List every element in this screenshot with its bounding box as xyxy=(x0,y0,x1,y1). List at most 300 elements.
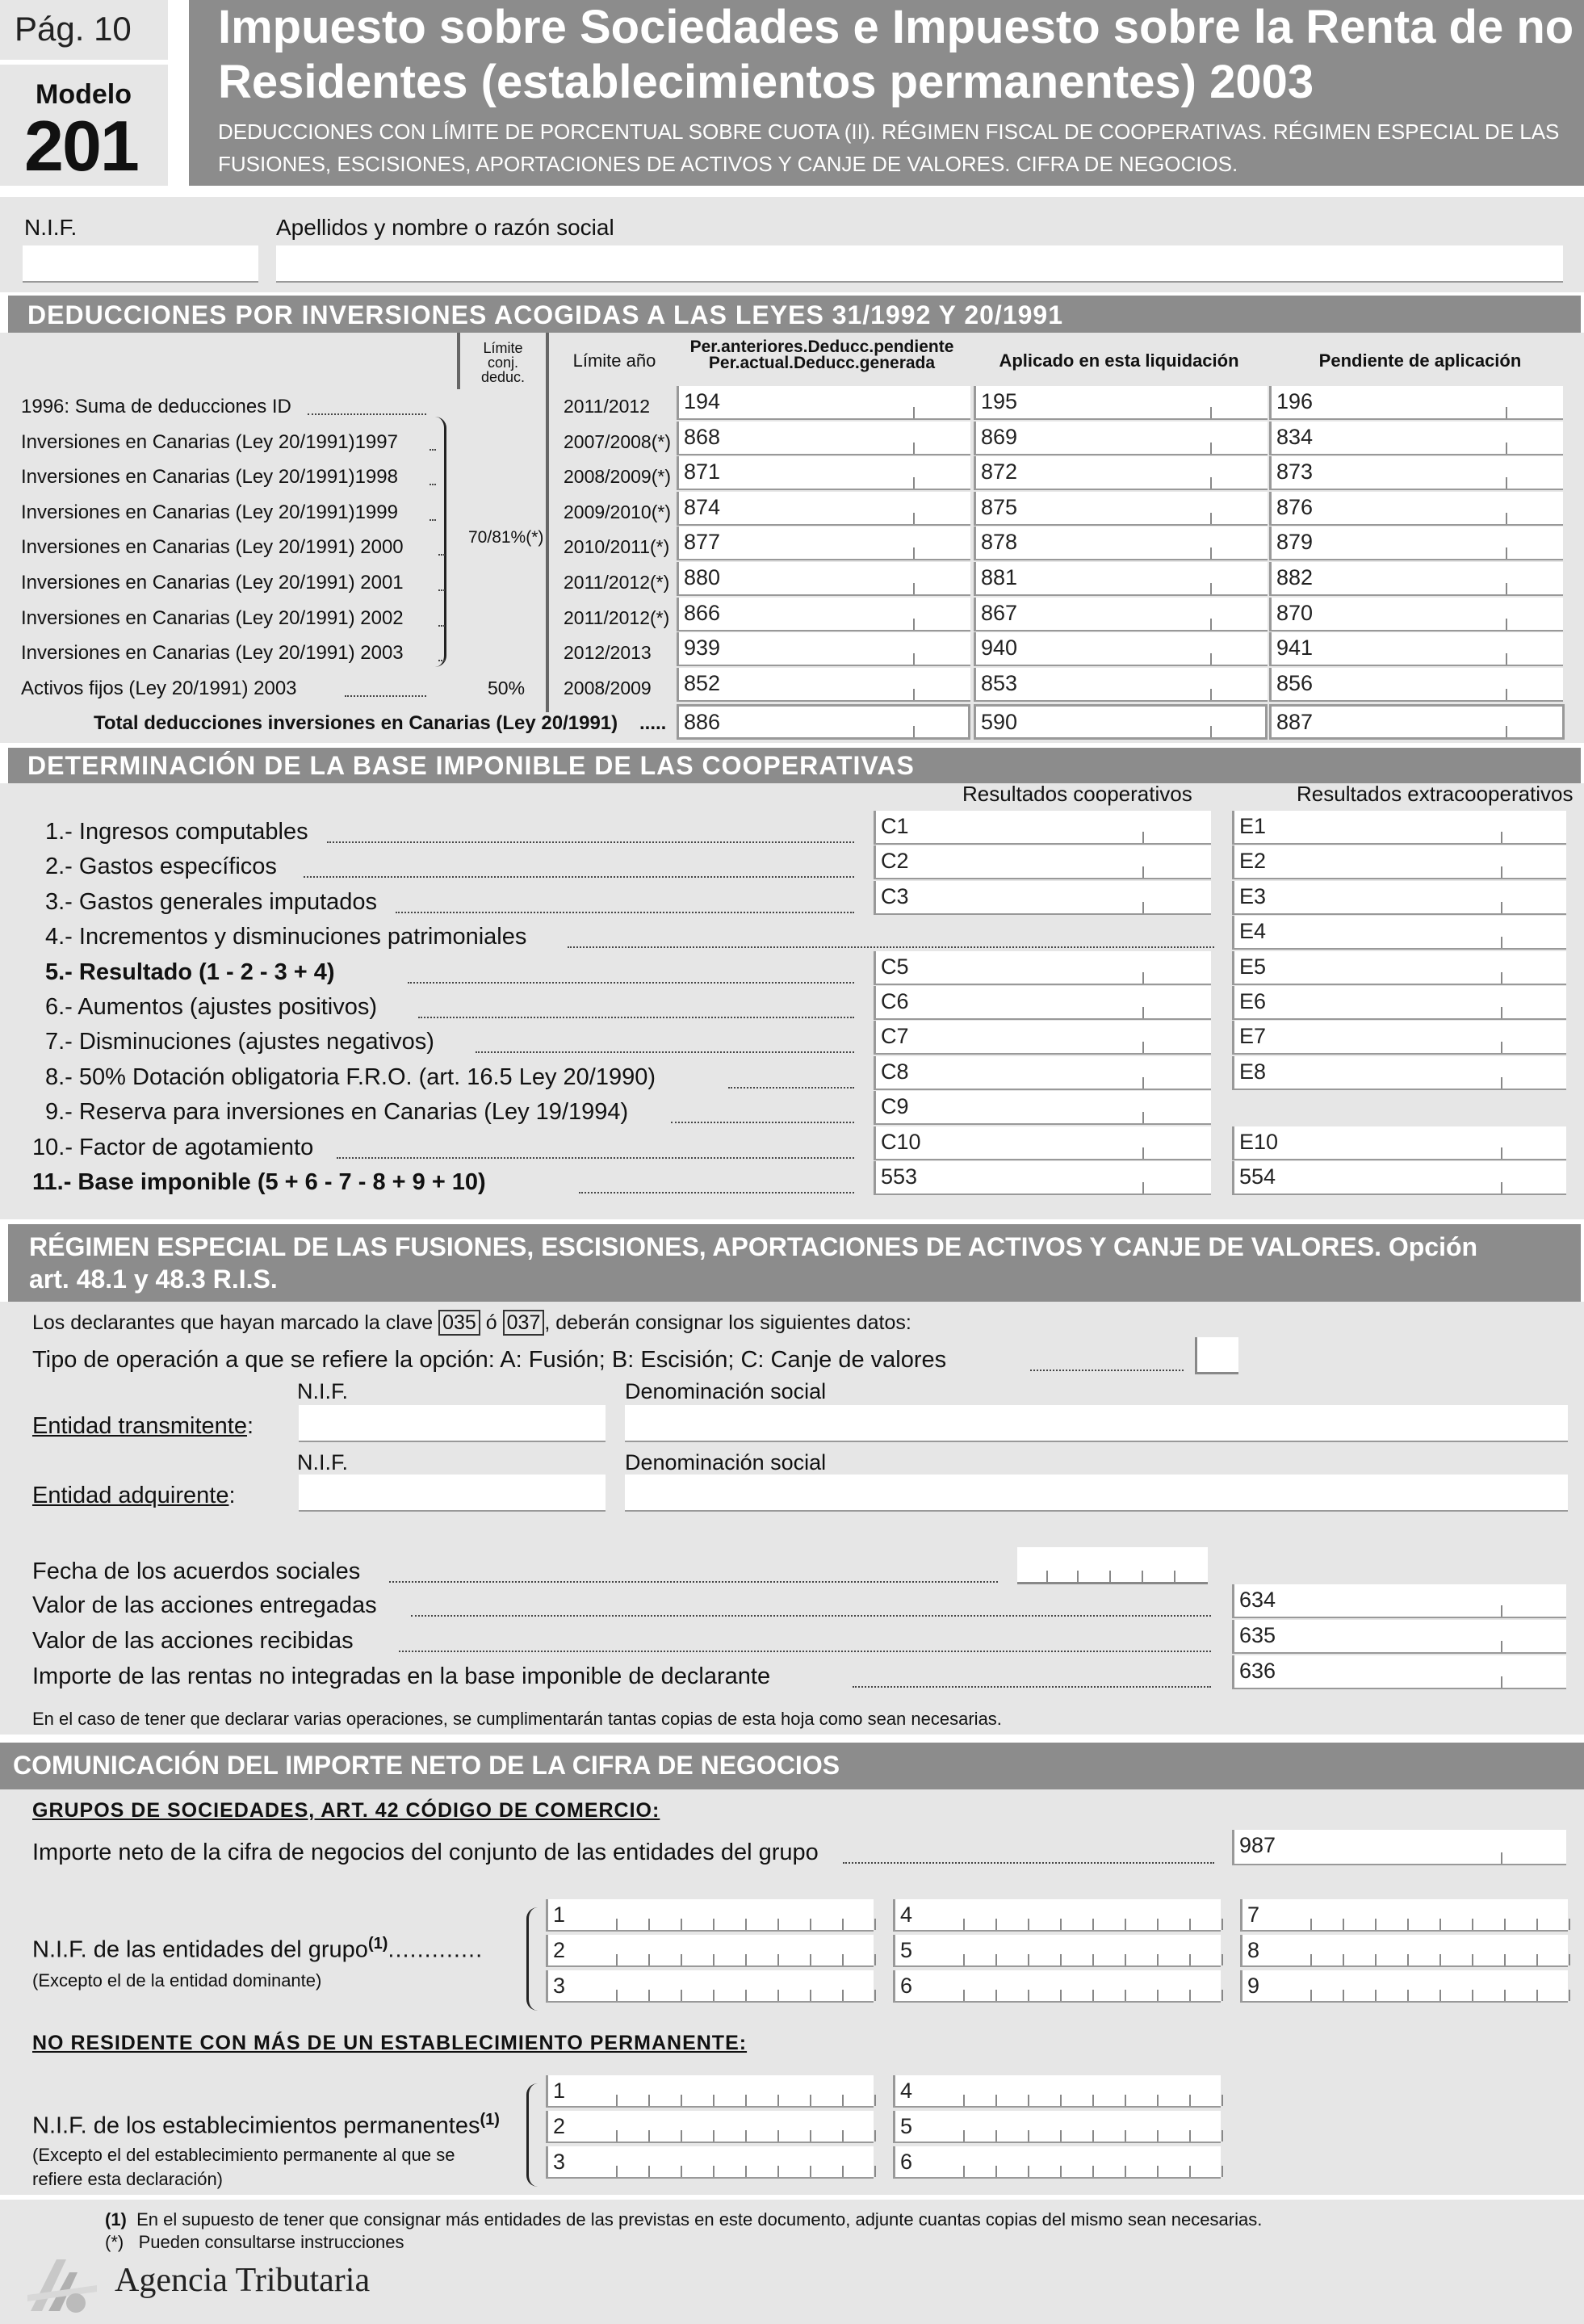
cooperativa-label: 10.- Factor de agotamiento xyxy=(32,1135,314,1160)
deducciones-title: DEDUCCIONES POR INVERSIONES ACOGIDAS A LAS LEYES 31/1992 Y 20/1991 xyxy=(27,300,1063,329)
deduccion-dots xyxy=(438,625,445,627)
cooperativa-dots xyxy=(408,982,854,984)
field-tick xyxy=(681,2130,682,2142)
importe-neto-label: Importe neto de la cifra de negocios del conjunto de las entidades del grupo xyxy=(32,1839,819,1865)
cooperativo-field[interactable] xyxy=(874,1021,1211,1055)
tipo-operacion-dots xyxy=(1030,1370,1184,1371)
field-tick xyxy=(1028,2166,1029,2177)
field-tick xyxy=(1343,1919,1344,1930)
fusion-value-field[interactable] xyxy=(1232,1655,1566,1689)
transmitente-nif-label: N.I.F. xyxy=(297,1379,349,1403)
field-tick xyxy=(995,1954,997,1965)
extracooperativo-field[interactable] xyxy=(1232,1126,1566,1160)
cooperativo-field-code: C9 xyxy=(881,1094,909,1118)
deduccion-aplicado-field-code: 881 xyxy=(981,565,1018,589)
deduccion-pendiente-field-code: 852 xyxy=(684,671,721,695)
intro-text-c: , deberán consignar los siguientes datos: xyxy=(544,1311,911,1334)
nif-entidad-field[interactable] xyxy=(893,1935,1221,1967)
field-tick xyxy=(1222,2166,1223,2177)
cooperativo-field-code: C2 xyxy=(881,849,909,873)
importe-dots xyxy=(843,1862,1214,1864)
field-tick xyxy=(1092,1919,1094,1930)
intro-code-035: 035 xyxy=(438,1310,480,1336)
deduccion-label: Inversiones en Canarias (Ley 20/1991) 2002 xyxy=(21,607,404,629)
field-tick xyxy=(1504,1919,1506,1930)
cooperativa-label: 7.- Disminuciones (ajustes negativos) xyxy=(45,1029,434,1055)
fusiones-title-line1: RÉGIMEN ESPECIAL DE LAS FUSIONES, ESCISIONES, APORTACIONES DE ACTIVOS Y CANJE DE VALORES. Opción xyxy=(29,1232,1478,1261)
field-tick xyxy=(963,1919,965,1930)
deduccion-aplicado-field[interactable] xyxy=(974,562,1268,596)
entidad-adquirente-label: Entidad adquirente: xyxy=(32,1483,236,1508)
field-tick xyxy=(713,2130,714,2142)
field-tick xyxy=(1189,2130,1191,2142)
field-tick xyxy=(1092,2166,1094,2177)
field-tick xyxy=(1472,1990,1473,2001)
field-tick xyxy=(1504,1990,1506,2001)
extracooperativo-field-code: E4 xyxy=(1239,919,1267,943)
field-tick xyxy=(1210,443,1212,454)
cooperativa-dots xyxy=(579,1192,854,1193)
footer-note1: (1) En el supuesto de tener que consignar más entidades de las previstas en este documento, adjunte cuantas copias del mismo sean necesarias. xyxy=(105,2209,1263,2230)
nif-entidad-field[interactable] xyxy=(546,2111,874,2143)
field-tick xyxy=(963,1990,965,2001)
fusion-value-label: Importe de las rentas no integradas en la base imponible de declarante xyxy=(32,1663,771,1689)
field-tick xyxy=(1506,407,1507,418)
field-tick xyxy=(745,2166,747,2177)
field-tick xyxy=(745,2130,747,2142)
deduccion-pendiente-field[interactable] xyxy=(677,386,970,420)
name-field[interactable] xyxy=(276,245,1563,283)
deduccion-aplicado-field[interactable] xyxy=(974,668,1268,702)
nif-entidad-field-code: 2 xyxy=(553,1938,566,1962)
fusion-value-field[interactable] xyxy=(1232,1620,1566,1654)
deduccion-pendiente-field-code: 877 xyxy=(684,530,721,554)
col-limite-ano: Límite año xyxy=(572,350,656,371)
field-tick xyxy=(777,1954,779,1965)
nif-entidad-field[interactable] xyxy=(546,1899,874,1932)
field-tick xyxy=(1501,832,1502,843)
est-bracket xyxy=(526,2083,538,2187)
cooperativa-dots xyxy=(568,946,1214,948)
field-tick xyxy=(1501,1605,1502,1617)
cooperativo-field[interactable] xyxy=(874,811,1211,845)
field-tick xyxy=(713,2166,714,2177)
field-tick xyxy=(913,443,915,454)
nif-entidad-field[interactable] xyxy=(546,1935,874,1967)
field-tick xyxy=(1210,583,1212,594)
nif-entidad-field-code: 3 xyxy=(553,1974,566,1998)
deduccion-pendiente-aplicacion-field[interactable] xyxy=(1269,632,1563,666)
fusiones-title-line2: art. 48.1 y 48.3 R.I.S. xyxy=(29,1265,278,1294)
deduccion-dots xyxy=(438,554,445,556)
field-tick xyxy=(1142,902,1144,913)
fusiones-intro xyxy=(32,1311,911,1335)
field-tick xyxy=(1210,653,1212,665)
fusiones-note: En el caso de tener que declarar varias operaciones, se cumplimentarán tantas copias de esta hoja como sean necesarias. xyxy=(32,1709,1002,1729)
field-tick xyxy=(1028,1919,1029,1930)
field-tick xyxy=(1439,1954,1441,1965)
total-label: Total deducciones inversiones en Canarias (Ley 20/1991) xyxy=(94,712,618,734)
deduccion-aplicado-field[interactable] xyxy=(974,492,1268,526)
cooperativa-label: 8.- 50% Dotación obligatoria F.R.O. (art. 16.5 Ley 20/1990) xyxy=(45,1064,656,1090)
field-tick xyxy=(1142,1042,1144,1053)
deduccion-label: Inversiones en Canarias (Ley 20/1991) 2000 xyxy=(21,536,404,558)
nif-entidad-field[interactable] xyxy=(893,1899,1221,1932)
deduccion-pendiente-field-code: 194 xyxy=(684,389,721,413)
deduccion-pendiente-field[interactable] xyxy=(677,492,970,526)
deduccion-limit: 50% xyxy=(488,677,526,698)
total-field-2-code: 590 xyxy=(981,710,1018,734)
field-tick xyxy=(1092,1990,1094,2001)
importe-neto-field[interactable] xyxy=(1232,1830,1566,1865)
field-tick xyxy=(777,1990,779,2001)
deduccion-year: 2008/2009 xyxy=(564,677,652,698)
transmitente-denominacion-field[interactable] xyxy=(625,1405,1568,1442)
field-tick xyxy=(1506,619,1507,630)
fecha-acuerdos-field[interactable] xyxy=(1017,1547,1208,1584)
extracooperativo-field[interactable] xyxy=(1232,811,1566,845)
nif-field[interactable] xyxy=(23,245,258,283)
deduccion-year: 2009/2010(*) xyxy=(564,501,671,522)
deduccion-pendiente-aplicacion-field[interactable] xyxy=(1269,422,1563,455)
extracooperativo-field[interactable] xyxy=(1232,986,1566,1020)
field-tick xyxy=(1210,689,1212,700)
field-tick xyxy=(913,477,915,489)
field-tick xyxy=(616,2166,618,2177)
deduccion-pendiente-aplicacion-field-code: 882 xyxy=(1276,565,1314,589)
extracooperativo-field-code: E7 xyxy=(1239,1024,1267,1048)
intro-text-a: Los declarantes que hayan marcado la clave xyxy=(32,1311,434,1334)
field-tick xyxy=(616,1990,618,2001)
deduccion-aplicado-field[interactable] xyxy=(974,386,1268,420)
name-label: Apellidos y nombre o razón social xyxy=(276,215,614,240)
adquirente-nif-field[interactable] xyxy=(299,1475,606,1512)
extracooperativo-field[interactable] xyxy=(1232,881,1566,915)
deduccion-aplicado-field[interactable] xyxy=(974,632,1268,666)
field-tick xyxy=(1506,443,1507,454)
field-tick xyxy=(616,2095,618,2106)
deduccion-dots xyxy=(430,449,436,451)
deduccion-pendiente-field[interactable] xyxy=(677,422,970,455)
transmitente-nif-field[interactable] xyxy=(299,1405,606,1442)
cooperativo-field[interactable] xyxy=(874,845,1211,879)
cifra-negocios-header xyxy=(0,1743,1584,1789)
field-tick xyxy=(1501,1147,1502,1159)
field-tick xyxy=(913,583,915,594)
nif-entidad-field[interactable] xyxy=(546,2075,874,2108)
extracooperativo-field[interactable] xyxy=(1232,1021,1566,1055)
modelo-number: 201 xyxy=(24,106,138,186)
deduccion-aplicado-field[interactable] xyxy=(974,456,1268,490)
nif-entidad-field-code: 6 xyxy=(900,2150,913,2174)
cooperativo-field[interactable] xyxy=(874,881,1211,915)
field-tick xyxy=(1210,407,1212,418)
extracooperativo-field-code: E1 xyxy=(1239,814,1267,838)
field-tick xyxy=(1536,1919,1538,1930)
field-tick xyxy=(874,2095,876,2106)
deduccion-pendiente-aplicacion-field[interactable] xyxy=(1269,492,1563,526)
deduccion-label: Inversiones en Canarias (Ley 20/1991)1997 xyxy=(21,431,398,453)
deduccion-label: Inversiones en Canarias (Ley 20/1991) 2001 xyxy=(21,572,404,594)
nif-entidad-field[interactable] xyxy=(893,2111,1221,2143)
deduccion-pendiente-aplicacion-field[interactable] xyxy=(1269,562,1563,596)
field-tick xyxy=(810,1954,811,1965)
col-aplicado: Aplicado en esta liquidación xyxy=(999,350,1239,371)
field-tick xyxy=(648,2166,650,2177)
field-tick xyxy=(1536,1990,1538,2001)
deduccion-pendiente-field-code: 939 xyxy=(684,636,721,660)
nif-entidad-field-code: 8 xyxy=(1247,1938,1260,1962)
extracooperativo-field-code: E8 xyxy=(1239,1059,1267,1084)
deduccion-pendiente-aplicacion-field-code: 876 xyxy=(1276,495,1314,519)
deduccion-label: Inversiones en Canarias (Ley 20/1991)1998 xyxy=(21,466,398,488)
deduccion-pendiente-aplicacion-field[interactable] xyxy=(1269,526,1563,560)
field-tick xyxy=(842,1990,844,2001)
field-tick xyxy=(648,2095,650,2106)
field-tick xyxy=(1375,1954,1377,1965)
footer-note2: (*) Pueden consultarse instrucciones xyxy=(105,2232,404,2252)
deduccion-aplicado-field[interactable] xyxy=(974,598,1268,631)
adquirente-denominacion-field[interactable] xyxy=(625,1475,1568,1512)
field-tick xyxy=(1060,1919,1062,1930)
field-tick xyxy=(1310,1919,1312,1930)
cooperativo-field[interactable] xyxy=(874,951,1211,985)
field-tick xyxy=(1060,1990,1062,2001)
field-tick xyxy=(777,2130,779,2142)
field-tick xyxy=(1310,1990,1312,2001)
deduccion-dots xyxy=(438,589,445,591)
cooperativa-label: 5.- Resultado (1 - 2 - 3 + 4) xyxy=(45,959,335,985)
field-tick xyxy=(1501,937,1502,948)
field-tick xyxy=(777,2166,779,2177)
field-tick xyxy=(1210,513,1212,524)
nif-entidad-field-code: 4 xyxy=(900,1902,913,1927)
field-tick xyxy=(745,1990,747,2001)
field-tick xyxy=(1439,1919,1441,1930)
field-tick xyxy=(842,2166,844,2177)
deduccion-pendiente-aplicacion-field-code: 856 xyxy=(1276,671,1314,695)
field-tick xyxy=(1210,477,1212,489)
field-tick xyxy=(1142,1147,1144,1159)
agency-name: Agencia Tributaria xyxy=(115,2262,371,2299)
nif-entidad-field[interactable] xyxy=(1240,1935,1568,1967)
modelo-box xyxy=(0,65,168,186)
nif-entidad-field[interactable] xyxy=(1240,1899,1568,1932)
nif-grupo-note: (Excepto el de la entidad dominante) xyxy=(32,1970,322,1991)
nif-entidad-field-code: 7 xyxy=(1247,1902,1260,1927)
field-tick xyxy=(1189,1990,1191,2001)
fusion-value-field-code: 634 xyxy=(1239,1588,1276,1612)
cooperativa-label: 6.- Aumentos (ajustes positivos) xyxy=(45,994,378,1020)
title-block xyxy=(189,0,1584,186)
field-tick xyxy=(1222,2095,1223,2106)
field-tick xyxy=(842,2095,844,2106)
deduccion-label: Inversiones en Canarias (Ley 20/1991)1999 xyxy=(21,501,398,523)
cooperativo-field[interactable] xyxy=(874,1056,1211,1090)
field-tick xyxy=(874,2166,876,2177)
field-tick xyxy=(1060,2095,1062,2106)
field-tick xyxy=(810,2130,811,2142)
deduccion-pendiente-aplicacion-field-code: 834 xyxy=(1276,425,1314,449)
field-tick xyxy=(913,407,915,418)
deduccion-aplicado-field-code: 867 xyxy=(981,601,1018,625)
field-tick xyxy=(1157,1954,1159,1965)
nif-entidad-field[interactable] xyxy=(1240,1970,1568,2003)
deduccion-pendiente-field[interactable] xyxy=(677,598,970,631)
field-tick xyxy=(1157,1990,1159,2001)
deduccion-pendiente-field[interactable] xyxy=(677,562,970,596)
field-tick xyxy=(1060,1954,1062,1965)
tipo-operacion-field[interactable] xyxy=(1195,1337,1238,1374)
nif-entidad-field[interactable] xyxy=(893,1970,1221,2003)
total-field-1-code: 886 xyxy=(684,710,721,734)
cooperativas-header xyxy=(8,748,1581,783)
cooperativo-field[interactable] xyxy=(874,1161,1211,1195)
field-tick xyxy=(1222,1990,1223,2001)
extracooperativo-field-code: E5 xyxy=(1239,954,1267,979)
field-tick xyxy=(777,2095,779,2106)
cooperativo-field[interactable] xyxy=(874,1091,1211,1125)
field-tick xyxy=(1210,547,1212,559)
deduccion-pendiente-field[interactable] xyxy=(677,668,970,702)
deduccion-year: 2011/2012 xyxy=(564,396,651,417)
field-tick xyxy=(913,513,915,524)
cooperativa-label: 2.- Gastos específicos xyxy=(45,854,277,879)
total-row xyxy=(0,704,1584,740)
field-tick xyxy=(1472,1954,1473,1965)
deduccion-pendiente-field[interactable] xyxy=(677,526,970,560)
deduccion-year: 2011/2012(*) xyxy=(564,607,670,628)
extracooperativo-field-code: E3 xyxy=(1239,884,1267,908)
field-tick xyxy=(648,1954,650,1965)
field-tick xyxy=(810,2166,811,2177)
field-tick xyxy=(874,1954,876,1965)
field-tick xyxy=(1501,1182,1502,1193)
deduccion-year: 2011/2012(*) xyxy=(564,572,670,593)
extracooperativo-field-code: 554 xyxy=(1239,1164,1276,1189)
deduccion-label: Activos fijos (Ley 20/1991) 2003 xyxy=(21,677,297,699)
field-tick xyxy=(995,2095,997,2106)
field-tick xyxy=(745,2095,747,2106)
nif-entidad-field[interactable] xyxy=(546,1970,874,2003)
deduccion-pendiente-aplicacion-field-code: 879 xyxy=(1276,530,1314,554)
deduccion-dots xyxy=(438,660,445,661)
deduccion-aplicado-field-code: 875 xyxy=(981,495,1018,519)
field-tick xyxy=(1501,972,1502,984)
deduccion-pendiente-aplicacion-field[interactable] xyxy=(1269,456,1563,490)
field-tick xyxy=(874,1990,876,2001)
deduccion-pendiente-field[interactable] xyxy=(677,456,970,490)
field-tick xyxy=(1569,1990,1570,2001)
fusion-value-field[interactable] xyxy=(1232,1584,1566,1618)
nif-est-note2: refiere esta declaración) xyxy=(32,2169,224,2189)
field-tick xyxy=(1501,1641,1502,1652)
field-tick xyxy=(1157,1919,1159,1930)
field-tick xyxy=(713,1954,714,1965)
field-tick xyxy=(681,2166,682,2177)
deduccion-dots xyxy=(430,519,436,521)
deduccion-year: 2008/2009(*) xyxy=(564,466,671,487)
deduccion-pendiente-aplicacion-field[interactable] xyxy=(1269,668,1563,702)
extracooperativo-field[interactable] xyxy=(1232,1056,1566,1090)
field-tick xyxy=(1189,1919,1191,1930)
extracooperativo-field[interactable] xyxy=(1232,916,1566,950)
fusion-value-field-code: 635 xyxy=(1239,1623,1276,1647)
field-tick xyxy=(810,2095,811,2106)
nif-entidad-field-code: 1 xyxy=(553,2079,566,2103)
field-tick xyxy=(995,2130,997,2142)
fecha-acuerdos-label: Fecha de los acuerdos sociales xyxy=(32,1558,361,1584)
field-tick xyxy=(713,1990,714,2001)
deducciones-header xyxy=(8,296,1581,333)
field-tick xyxy=(995,1919,997,1930)
field-tick xyxy=(1125,1990,1126,2001)
cooperativo-field[interactable] xyxy=(874,1126,1211,1160)
grupo-bracket xyxy=(526,1907,538,2011)
field-tick xyxy=(810,1919,811,1930)
field-tick xyxy=(1506,477,1507,489)
extracooperativo-field-code: E6 xyxy=(1239,989,1267,1013)
field-tick xyxy=(713,2095,714,2106)
fusion-value-dots xyxy=(399,1651,1211,1652)
field-tick xyxy=(1506,547,1507,559)
cooperativa-dots xyxy=(304,876,854,878)
field-tick xyxy=(1028,1990,1029,2001)
nif-entidad-field[interactable] xyxy=(893,2075,1221,2108)
deduccion-aplicado-field[interactable] xyxy=(974,422,1268,455)
field-tick xyxy=(1142,1112,1144,1123)
field-tick xyxy=(1028,2095,1029,2106)
field-tick xyxy=(1504,1954,1506,1965)
nif-entidad-field[interactable] xyxy=(546,2146,874,2179)
deduccion-aplicado-field[interactable] xyxy=(974,526,1268,560)
nif-entidad-field[interactable] xyxy=(893,2146,1221,2179)
deduccion-year: 2012/2013 xyxy=(564,642,652,663)
deduccion-aplicado-field-code: 940 xyxy=(981,636,1018,660)
extracooperativo-field-code: E10 xyxy=(1239,1130,1279,1154)
col-extra: Resultados extracooperativos xyxy=(1297,782,1574,806)
field-tick xyxy=(1343,1954,1344,1965)
deduccion-pendiente-field[interactable] xyxy=(677,632,970,666)
col-limite-conj: Límite conj. deduc. xyxy=(480,340,526,385)
col-per-line2: Per.actual.Deducc.generada xyxy=(708,354,936,372)
deduccion-pendiente-field-code: 874 xyxy=(684,495,721,519)
cooperativa-dots xyxy=(396,912,854,913)
deduccion-pendiente-aplicacion-field[interactable] xyxy=(1269,386,1563,420)
field-tick xyxy=(1536,1954,1538,1965)
field-tick xyxy=(1189,1954,1191,1965)
extracooperativo-field[interactable] xyxy=(1232,951,1566,985)
field-tick xyxy=(913,547,915,559)
page-title-line1: Impuesto sobre Sociedades e Impuesto sobre la Renta de no xyxy=(218,1,1574,53)
field-tick xyxy=(648,1919,650,1930)
deduccion-pendiente-aplicacion-field[interactable] xyxy=(1269,598,1563,631)
field-tick xyxy=(1407,1990,1409,2001)
extracooperativo-field[interactable] xyxy=(1232,845,1566,879)
field-tick xyxy=(616,1919,618,1930)
fusion-value-label: Valor de las acciones recibidas xyxy=(32,1628,354,1654)
field-tick xyxy=(1375,1919,1377,1930)
cooperativo-field[interactable] xyxy=(874,986,1211,1020)
nif-label: N.I.F. xyxy=(24,215,78,240)
extracooperativo-field[interactable] xyxy=(1232,1161,1566,1195)
entidad-transmitente-label: Entidad transmitente: xyxy=(32,1413,254,1439)
field-tick xyxy=(1092,2130,1094,2142)
extracooperativo-field-code: E2 xyxy=(1239,849,1267,873)
deduccion-aplicado-field-code: 869 xyxy=(981,425,1018,449)
cooperativo-field-code: C5 xyxy=(881,954,909,979)
field-tick xyxy=(1506,653,1507,665)
